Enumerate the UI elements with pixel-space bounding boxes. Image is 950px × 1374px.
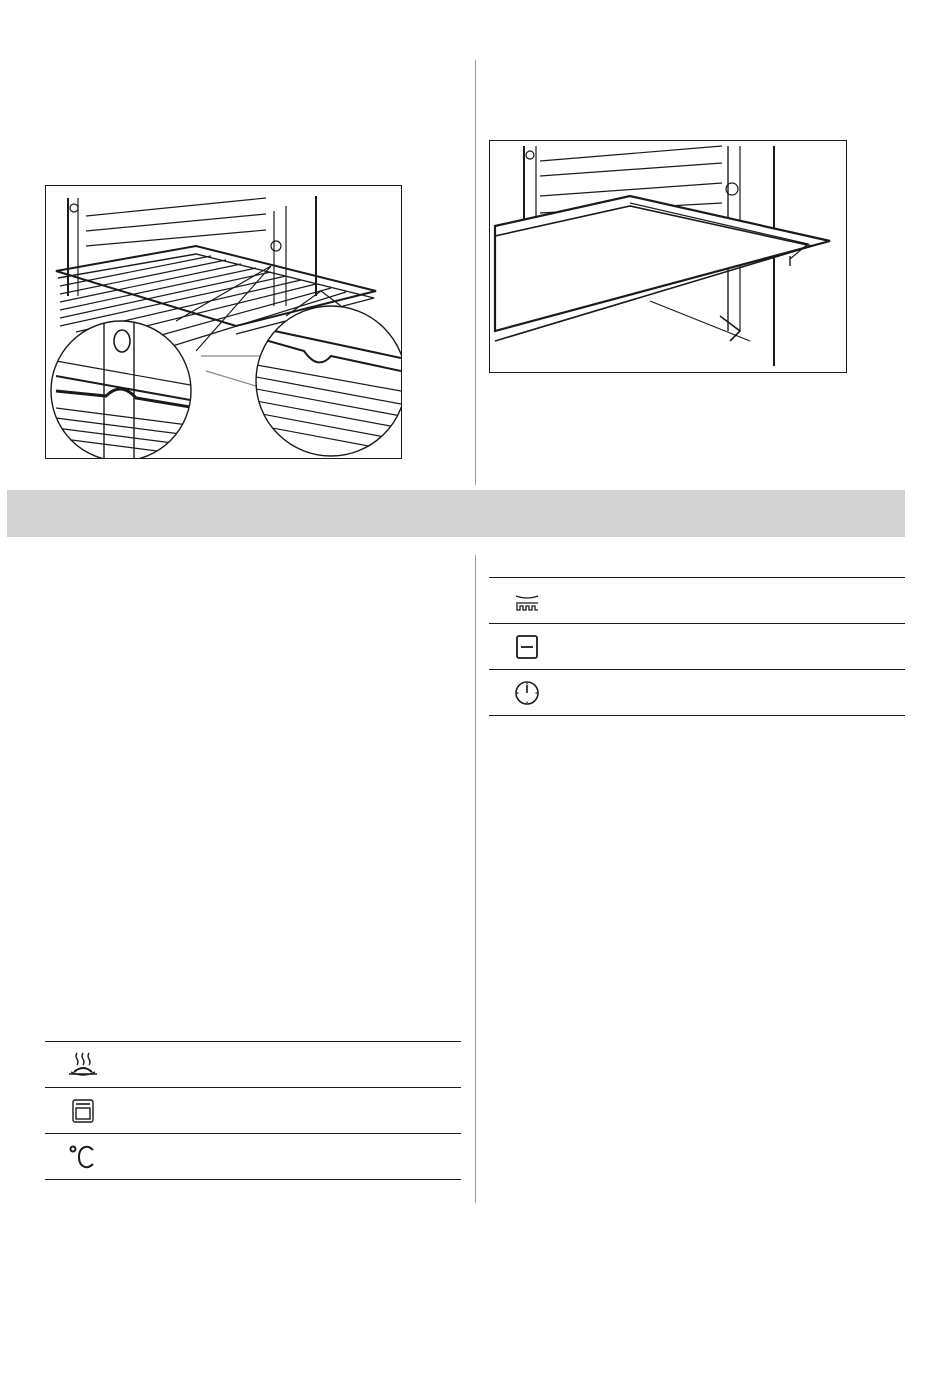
table-row [45,1041,461,1087]
right-symbol-table [489,577,905,716]
oven-deep-pan-illustration [490,141,846,372]
oven-display-icon [67,1096,99,1126]
celsius-icon [67,1142,99,1172]
bottom-heat-icon [511,586,543,616]
table-row [489,669,905,716]
left-symbol-table [45,1041,461,1180]
oven-wire-shelf-illustration [46,186,401,458]
shelf-hooks-figure [45,185,402,459]
table-row [489,577,905,623]
clock-icon [511,678,543,708]
section-heading-bar [7,490,905,537]
column-divider-top [475,60,476,485]
table-row [489,623,905,669]
table-row [45,1087,461,1133]
table-row [45,1133,461,1180]
deep-pan-figure [489,140,847,373]
minus-key-icon [511,632,543,662]
column-divider-bottom [475,555,476,1203]
steam-dish-icon [67,1050,99,1080]
